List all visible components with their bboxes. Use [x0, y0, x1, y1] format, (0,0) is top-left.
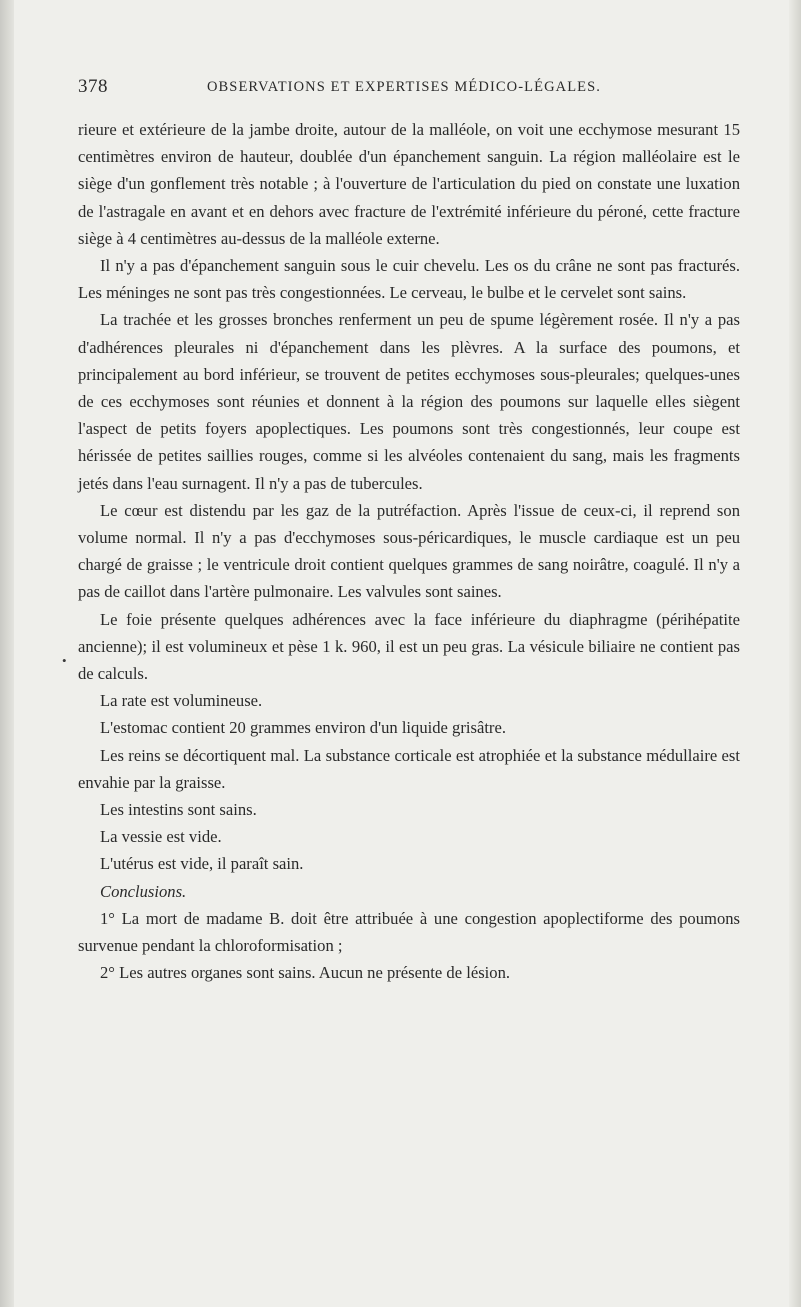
- page-header: [78, 76, 742, 102]
- conclusion-2: 2° Les autres organes sont sains. Aucun ne présente de lésion.: [100, 963, 511, 983]
- paragraph-ankle: rieure et extérieure de la jambe droite, autour de la malléole, on voit une ecchymose mesurant 15 centimètres environ de hauteur, doublée d'un épanchement sanguin. La région malléolaire est le siège d'un gonflement très notable ; à l'ouverture de l'articulation du pied on constate une luxation de l'astragale en avant et en dehors avec fracture de l'extrémité inférieure du péroné, cette fracture siège à 4 centimètres au-dessus de la malléole externe.: [78, 120, 740, 248]
- paragraph-heart: Le cœur est distendu par les gaz de la putréfaction. Après l'issue de ceux-ci, il reprend son volume normal. Il n'y a pas d'ecchymoses sous-péricardiques, le muscle cardiaque est un peu chargé de graisse ; le ventricule droit contient quelques grammes de sang noirâtre, coagulé. Il n'y a pas de caillot dans l'artère pulmonaire. Les valvules sont saines.: [78, 500, 740, 602]
- margin-mark: •: [62, 653, 67, 668]
- running-title: OBSERVATIONS ET EXPERTISES MÉDICO-LÉGALES.: [206, 79, 602, 95]
- paragraph-bladder: La vessie est vide.: [100, 827, 222, 847]
- conclusions-heading: Conclusions.: [100, 881, 187, 901]
- paragraph-skull: Il n'y a pas d'épanchement sanguin sous le cuir chevelu. Les os du crâne ne sont pas fracturés. Les méninges ne sont pas très congestionnées. Le cerveau, le bulbe et le cervelet sont sains.: [78, 256, 740, 303]
- paragraph-kidneys: Les reins se décortiquent mal. La substance corticale est atrophiée et la substance médullaire est envahie par la graisse.: [78, 745, 740, 792]
- page-number: 378: [78, 76, 108, 97]
- conclusion-1: 1° La mort de madame B. doit être attribuée à une congestion apoplectiforme des poumons survenue pendant la chloroformisation ;: [78, 908, 740, 956]
- paragraph-stomach: L'estomac contient 20 grammes environ d'un liquide grisâtre.: [100, 718, 506, 738]
- paragraph-spleen: La rate est volumineuse.: [100, 691, 263, 711]
- paragraph-uterus: L'utérus est vide, il paraît sain.: [100, 854, 304, 874]
- paragraph-lungs: La trachée et les grosses bronches renferment un peu de spume légèrement rosée. Il n'y a pas d'adhérences pleurales ni d'épanchement dans les plèvres. A la surface des poumons, et principalement au bord inférieur, se trouvent de petites ecchymoses sous-pleurales; quelques-unes de ces ecchymoses sont réunies et donnent à la région des poumons sur laquelle elles siègent l'aspect de petits foyers apoplectiques. Les poumons sont très congestionnés, leur coupe est hérissée de petites saillies rouges, comme si les alvéoles contenaient du sang, mais les fragments jetés dans l'eau surnagent. Il n'y a pas de tubercules.: [78, 310, 740, 493]
- paragraph-intestines: Les intestins sont sains.: [100, 800, 257, 820]
- scan-left-edge: [0, 0, 14, 1307]
- paragraph-liver: Le foie présente quelques adhérences avec la face inférieure du diaphragme (périhépatite ancienne); il est volumineux et pèse 1 k. 960, il est un peu gras. La vésicule biliaire ne contient pas de calculs.: [78, 609, 740, 684]
- scan-right-edge: [789, 0, 801, 1307]
- body-text: [78, 116, 740, 987]
